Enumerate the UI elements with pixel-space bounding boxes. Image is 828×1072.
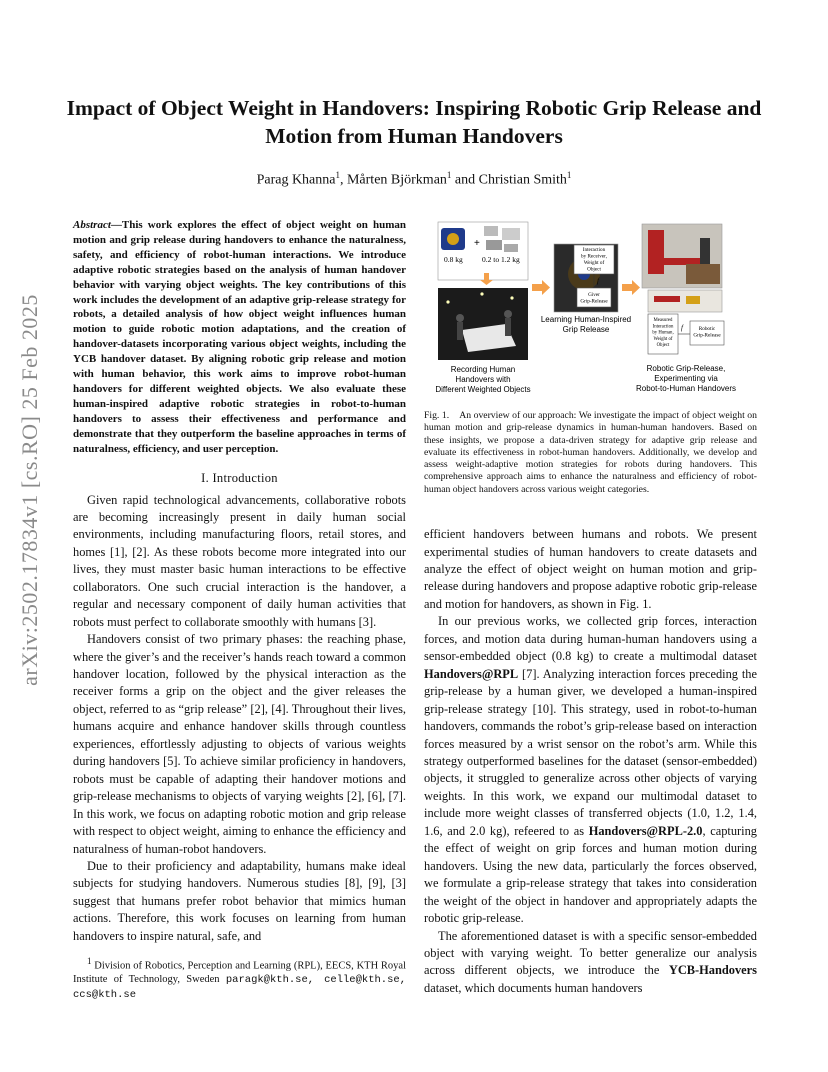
arxiv-identifier: arXiv:2502.17834v1 [cs.RO] 25 Feb 2025 xyxy=(17,294,42,686)
svg-text:f: f xyxy=(597,277,599,285)
right-column xyxy=(424,218,757,997)
weight-a-label: 0.8 kg xyxy=(444,255,463,264)
recording-label: Recording Human Handovers with Different Weighted Objects xyxy=(435,365,531,394)
figure-1 xyxy=(424,218,757,400)
author-name: Christian Smith xyxy=(478,172,567,188)
abstract-label: Abstract xyxy=(73,219,111,231)
paragraph: The aforementioned dataset is with a specific sensor-embedded object with varying weight. To better generalize our analysis across different objects, we introduce the YCB-Handovers dataset, which documents human handovers xyxy=(424,928,757,995)
flow-arrow xyxy=(532,284,542,291)
svg-text:RoboticGrip-Release: Robotic Grip-Release xyxy=(693,326,721,339)
svg-text:MeasuredInteractionby Human,We: Measured Interaction by Human, Weight of Object xyxy=(652,318,674,349)
overview-diagram xyxy=(424,218,757,400)
intro-body xyxy=(73,492,406,946)
figure-caption: Fig. 1. An overview of our approach: We investigate the impact of object weight on human motion and grip-release dynamics in human-human handovers. Based on these insights, we propose a data-driven strategy for adaptive grip release and evaluate its effectiveness in robot-human handovers. Additionally, we develop and assess weight-adaptive motion strategies for robots during handovers. This comprehensive approach aims to enhance the naturalness and efficiency of robot-human object handovers across various weight categories. xyxy=(424,410,757,495)
paragraph: Handovers consist of two primary phases: the reaching phase, where the giver’s and the receiver’s hands reach toward a common handover location, followed by the physical interaction as the receiver forms a grip on the object and the giver releases the object, referred to as “grip release” [2], [4]. Throughout their lives, humans acquire and enhance handover skills through countless experiences, effortlessly adjusting to objects of various weights during handovers [5]. To achieve similar proficiency in handovers, robots must be capable of adapting their handover motions and grip-release mechanisms to objects of varying weights [2], [6], [7]. In this work, we focus on adapting robotic motion and grip release with respect to object weight, aiming to enhance the efficiency and naturalness of human-robot handovers. xyxy=(73,632,406,856)
left-column xyxy=(73,218,406,1002)
paragraph: In our previous works, we collected grip forces, interaction forces, and motion data during human-human handovers using a sensor-embedded object (0.8 kg) to create a multimodal dataset Handovers@RPL [7]. Analyzing interaction forces preceding the grip-release by a human giver, we developed a human-inspired grip-release strategy [10]. This strategy, used in robot-to-human handovers, commands the robot’s grip-release based on interaction forces measured by a wrist sensor on the robot’s arm. While this strategy outperformed baselines for the dataset (sensor-embedded) objects, it struggled to generalize across other objects of varying weights. In this work, we expand our multimodal dataset to include more weight classes of transferred objects (1.0, 1.2, 1.4, 1.6, and 2.0 kg), refeered to as Handovers@RPL-2.0, capturing the effect of weight on grip forces and human motion during handovers. Using the new data, particularly the forces observed, we formulate a grip-release strategy that takes into consideration the weight of the object in handover and appropriately adapts the robotic grip-release. xyxy=(424,614,757,926)
svg-text:GiverGrip-Release: Giver Grip-Release xyxy=(580,292,608,305)
paper-title: Impact of Object Weight in Handovers: Inspiring Robotic Grip Release and Motion from Human Handovers xyxy=(66,96,762,148)
learning-label: Learning Human-Inspired Grip Release xyxy=(540,315,632,334)
author-name: Parag Khanna xyxy=(256,172,336,188)
author-list: Parag Khanna$^1$, Mårten Björkman$^1$ and Christian Smith$^1$ xyxy=(256,170,572,188)
paragraph: efficient handovers between humans and robots. We present experimental studies of human handovers to create datasets and analyze the effect of object weight on human motion and grip-release during handovers and propose adaptive robotic grip-release and motion for handovers, as shown in Fig. 1. xyxy=(424,527,757,611)
footnote: $^1$ Division of Robotics, Perception and Learning (RPL), EECS, KTH Royal Institute of Technology, Sweden paragk@kth.se, celle@kth.se, ccs@kth.se xyxy=(73,956,407,1001)
paragraph: Due to their proficiency and adaptability, humans make ideal subjects for studying handovers. Numerous studies [8], [9], [3] suggest that humans prefer robot behavior that mimics human actions. Therefore, this work focuses on learning from human handovers to inspire natural, safe, and xyxy=(73,859,406,943)
author-name: Mårten Björkman xyxy=(346,172,447,188)
svg-text:f: f xyxy=(681,324,683,332)
robotic-label: Robotic Grip-Release, Experimenting via Robot-to-Human Handovers xyxy=(635,364,737,393)
paragraph: Given rapid technological advancements, collaborative robots are becoming increasingly present in daily human social environments, including manufacturing floors, retail stores, and homes [1], [2]. As these robots become more integrated into our lives, they must master basic human interactions to be effective collaborators. One such crucial interaction is the handover, a regular and necessary component of daily human activities that robots must perfect to collaborate smoothly with humans [3]. xyxy=(73,492,406,629)
section-heading: I. Introduction xyxy=(201,470,278,485)
flow-arrow xyxy=(622,284,632,291)
footnote-emails: paragk@kth.se, celle@kth.se, ccs@kth.se xyxy=(73,974,407,1001)
right-body xyxy=(424,526,757,997)
svg-text:+: + xyxy=(474,238,480,249)
abstract: Abstract—This work explores the effect of object weight on human motion and grip release during handovers to enhance the naturalness, safety, and efficiency of robot-human interactions. We introduce adaptive robotic strategies based on the analysis of human handover behavior with varying object weights. The key contributions of this work includes the development of an adaptive grip-release strategy for robots, a detailed analysis of how object weight influences human motion to guide robotic motion adaptations, and the creation of handover-datasets incorporating various object weights, including the YCB handover dataset. By aligning robotic grip release and motion with human behavior, this work aims to improve robot-human handovers for different weighted objects. We also evaluate these human-inspired adaptive robotic strategies in robot-to-human handovers to assess their effectiveness and performance and demonstrate that they outperform the baseline approaches in terms of naturalness, efficiency, and user perception. xyxy=(73,219,406,455)
weight-b-label: 0.2 to 1.2 kg xyxy=(482,255,520,264)
svg-text:Interactionby Receiver,Weight: Interaction by Receiver, Weight of Object xyxy=(580,247,608,273)
